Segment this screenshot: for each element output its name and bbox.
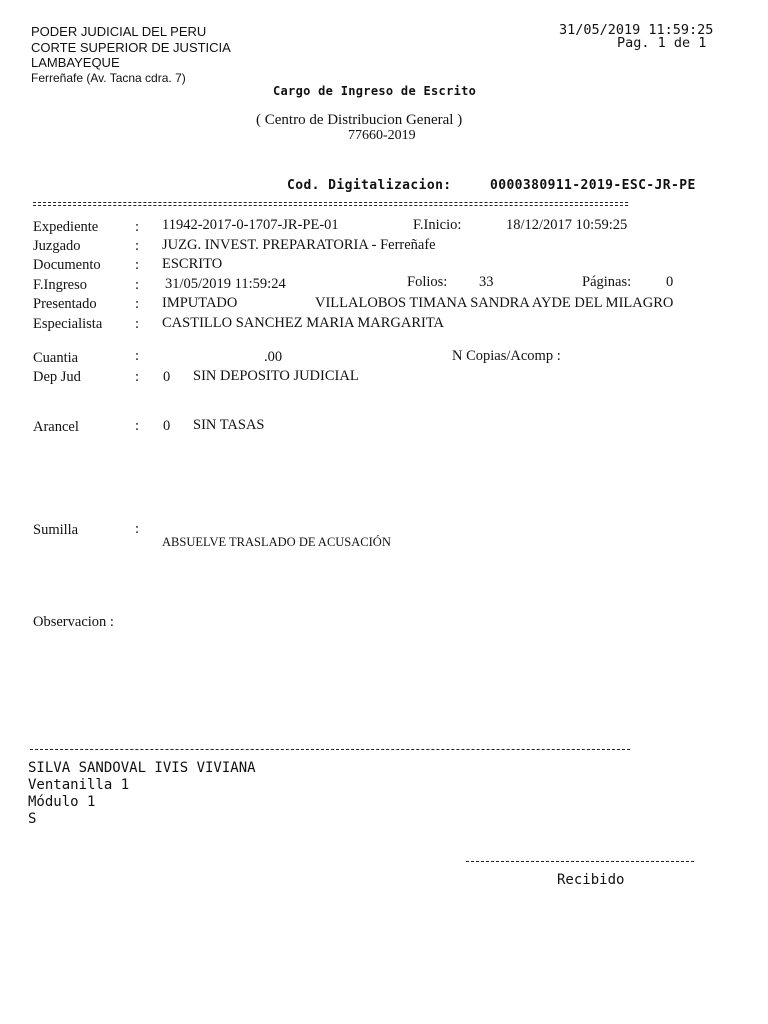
documento-value: ESCRITO — [162, 256, 223, 272]
institution-line: CORTE SUPERIOR DE JUSTICIA — [31, 39, 231, 55]
colon: : — [135, 296, 140, 312]
folios-value: 33 — [479, 274, 494, 290]
presentado-label: Presentado — [33, 296, 97, 312]
digitalization-label: Cod. Digitalizacion: — [287, 178, 452, 193]
arancel-label: Arancel — [33, 419, 79, 435]
institution-line: PODER JUDICIAL DEL PERU — [31, 24, 207, 39]
especialista-label: Especialista — [33, 316, 103, 332]
colon: : — [135, 348, 140, 364]
institution-line: LAMBAYEQUE — [31, 55, 120, 70]
juzgado-value: JUZG. INVEST. PREPARATORIA - Ferreñafe — [162, 237, 436, 253]
f-ingreso-value: 31/05/2019 11:59:24 — [165, 276, 286, 292]
institution-address: Ferreñafe (Av. Tacna cdra. 7) — [31, 70, 186, 85]
document-number: 77660-2019 — [348, 128, 416, 143]
document-title: Cargo de Ingreso de Escrito — [273, 84, 477, 98]
expediente-label: Expediente — [33, 219, 99, 235]
dep-jud-code: 0 — [163, 369, 171, 385]
ventanilla: Ventanilla 1 — [28, 777, 130, 793]
folios-label: Folios: — [407, 274, 448, 290]
juzgado-label: Juzgado — [33, 238, 81, 254]
colon: : — [135, 369, 140, 385]
received-label: Recibido — [557, 872, 625, 888]
colon: : — [135, 238, 140, 254]
paginas-label: Páginas: — [582, 274, 632, 290]
signature-line — [466, 861, 694, 862]
cuantia-value: .00 — [264, 349, 283, 365]
digitalization-code: 0000380911-2019-ESC-JR-PE — [490, 178, 696, 193]
documento-label: Documento — [33, 257, 101, 273]
arancel-code: 0 — [163, 418, 171, 434]
presentado-role: IMPUTADO — [162, 295, 238, 311]
f-ingreso-label: F.Ingreso — [33, 277, 88, 293]
especialista-value: CASTILLO SANCHEZ MARIA MARGARITA — [162, 315, 444, 331]
footer-separator — [30, 749, 630, 750]
dep-jud-value: SIN DEPOSITO JUDICIAL — [193, 368, 359, 384]
colon: : — [135, 257, 140, 273]
separator-line — [33, 202, 628, 203]
distribution-center: ( Centro de Distribucion General ) — [256, 112, 463, 128]
presentado-name: VILLALOBOS TIMANA SANDRA AYDE DEL MILAGRO — [315, 295, 674, 311]
colon: : — [135, 219, 140, 235]
observacion-label: Observacion : — [33, 614, 114, 630]
f-inicio-label: F.Inicio: — [413, 217, 462, 233]
expediente-value: 11942-2017-0-1707-JR-PE-01 — [162, 217, 339, 233]
f-inicio-value: 18/12/2017 10:59:25 — [506, 217, 628, 233]
arancel-value: SIN TASAS — [193, 417, 265, 433]
copias-label: N Copias/Acomp : — [452, 348, 561, 364]
colon: : — [135, 418, 140, 434]
print-datetime: 31/05/2019 11:59:25 — [559, 22, 714, 38]
page-indicator: Pag. 1 de 1 — [617, 35, 707, 51]
modulo: Módulo 1 — [28, 794, 96, 810]
operator-letter: S — [28, 811, 37, 827]
operator-block — [28, 760, 256, 828]
dep-jud-label: Dep Jud — [33, 369, 81, 385]
separator-line — [33, 205, 628, 206]
sumilla-value: ABSUELVE TRASLADO DE ACUSACIÓN — [162, 535, 391, 549]
colon: : — [135, 277, 140, 293]
cuantia-label: Cuantia — [33, 350, 79, 366]
paginas-value: 0 — [666, 274, 674, 290]
colon: : — [135, 521, 140, 537]
sumilla-label: Sumilla — [33, 522, 79, 538]
operator-name: SILVA SANDOVAL IVIS VIVIANA — [28, 760, 256, 776]
colon: : — [135, 316, 140, 332]
institution-name — [31, 24, 231, 86]
